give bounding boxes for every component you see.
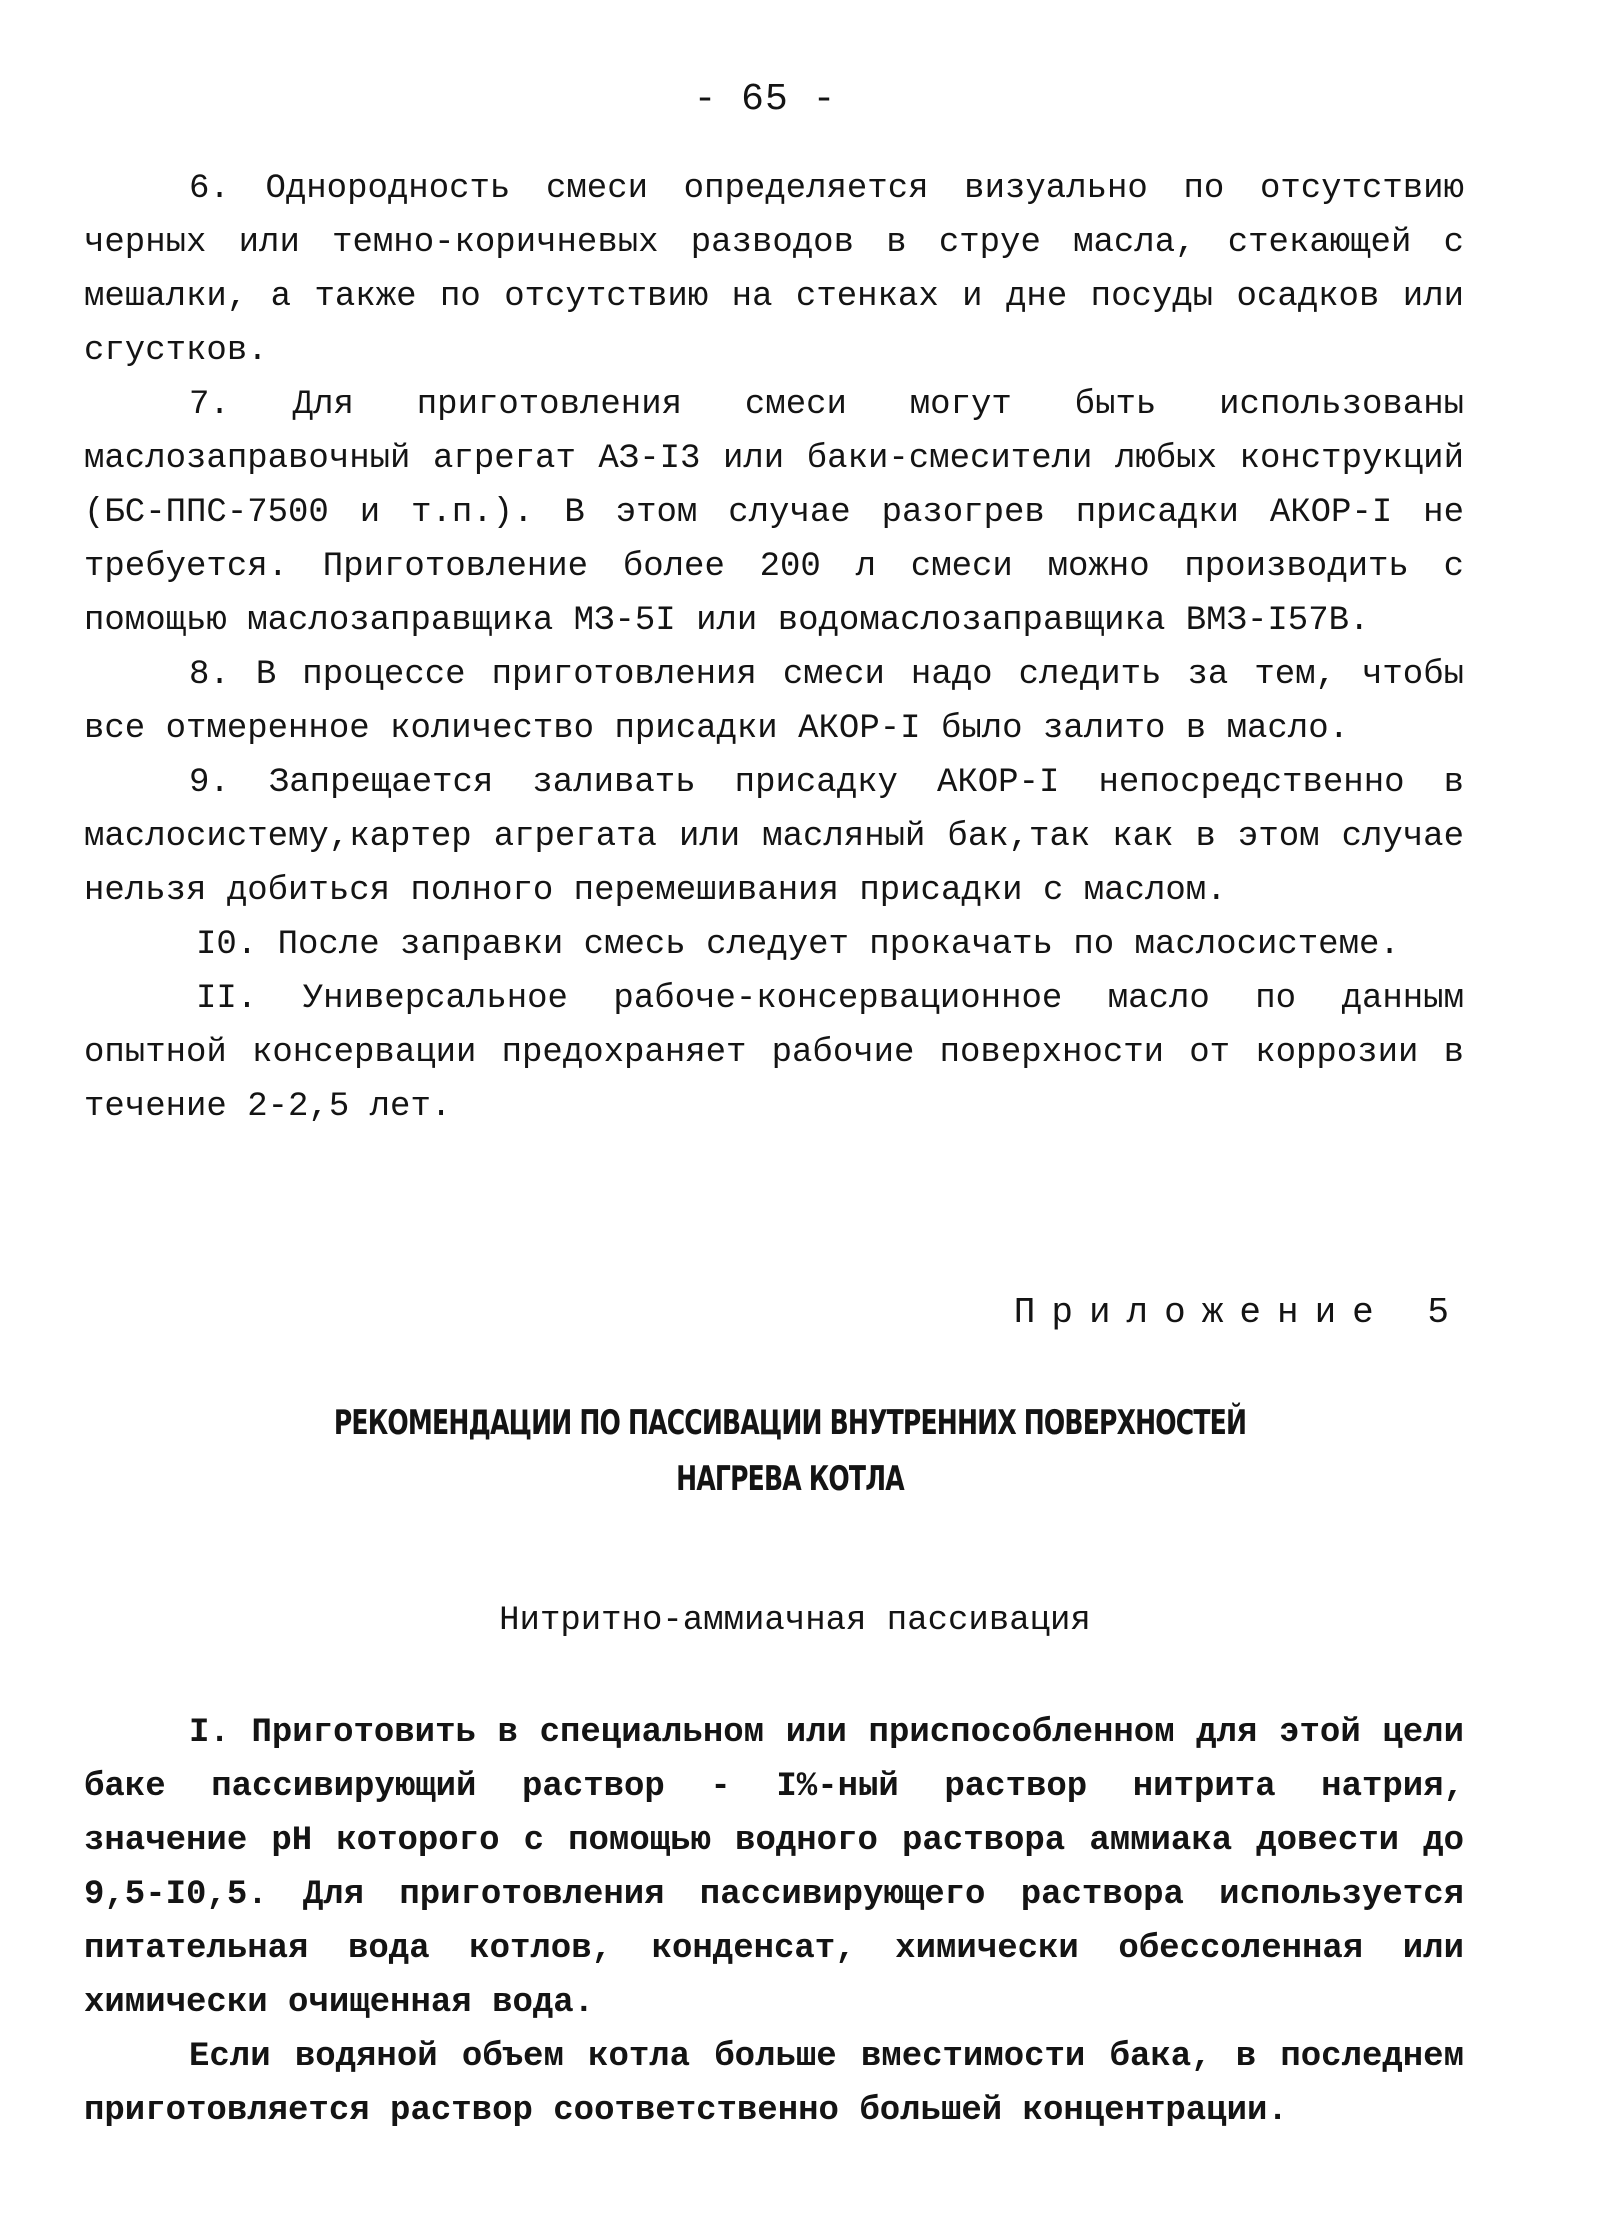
paragraph-7: 7. Для приготовления смеси могут быть использованы маслозаправочный агрегат АЗ-I3 или баки-смесители любых конструкций (БС-ППС-7500 и т.п.). В этом случае разогрев присадки АКОР-I не требуется. Приготовление более 200 л смеси можно производить с помощью маслозаправщика МЗ-5I или водомаслозаправщика ВМЗ-I57В. (84, 386, 1464, 640)
section-title-line-2: НАГРЕВА КОТЛА (676, 1459, 904, 1499)
paragraph-6: 6. Однородность смеси определяется визуально по отсутствию черных или темно-коричневых разводов в струе масла, стекающей с мешалки, а также по отсутствию на стенках и дне посуды осадков или сгустков. (84, 170, 1464, 370)
section-title (241, 1395, 1340, 1507)
paragraph-passivation-2: Если водяной объем котла больше вместимости бака, в последнем приготовляется раствор соответственно большей концентрации. (84, 2038, 1464, 2130)
page-number: - 65 - (693, 78, 837, 121)
paragraph-10: I0. После заправки смесь следует прокачать по маслосистеме. (196, 926, 1400, 964)
paragraph-8: 8. В процессе приготовления смеси надо следить за тем, чтобы все отмеренное количество присадки АКОР-I было залито в масло. (84, 656, 1464, 748)
section-title-line-1: РЕКОМЕНДАЦИИ ПО ПАССИВАЦИИ ВНУТРЕННИХ ПОВЕРХНОСТЕЙ (333, 1403, 1247, 1443)
paragraph-passivation-1: I. Приготовить в специальном или приспособленном для этой цели баке пассивирующий раствор - I%-ный раствор нитрита натрия, значение pH которого с помощью водного раствора аммиака довести до 9,5-I0,5. Для приготовления пассивирующего раствора используется питательная вода котлов, конденсат, химически обессоленная или химически очищенная вода. (84, 1714, 1464, 2022)
paragraph-9: 9. Запрещается заливать присадку АКОР-I непосредственно в маслосистему,картер агрегата или масляный бак,так как в этом случае нельзя добиться полного перемешивания присадки с маслом. (84, 764, 1464, 910)
appendix-label: Приложение 5 (1013, 1292, 1465, 1333)
paragraph-11: II. Универсальное рабоче-консервационное масло по данным опытной консервации предохраняет рабочие поверхности от коррозии в течение 2-2,5 лет. (84, 980, 1464, 1126)
subsection-title: Нитритно-аммиачная пассивация (499, 1602, 1091, 1640)
